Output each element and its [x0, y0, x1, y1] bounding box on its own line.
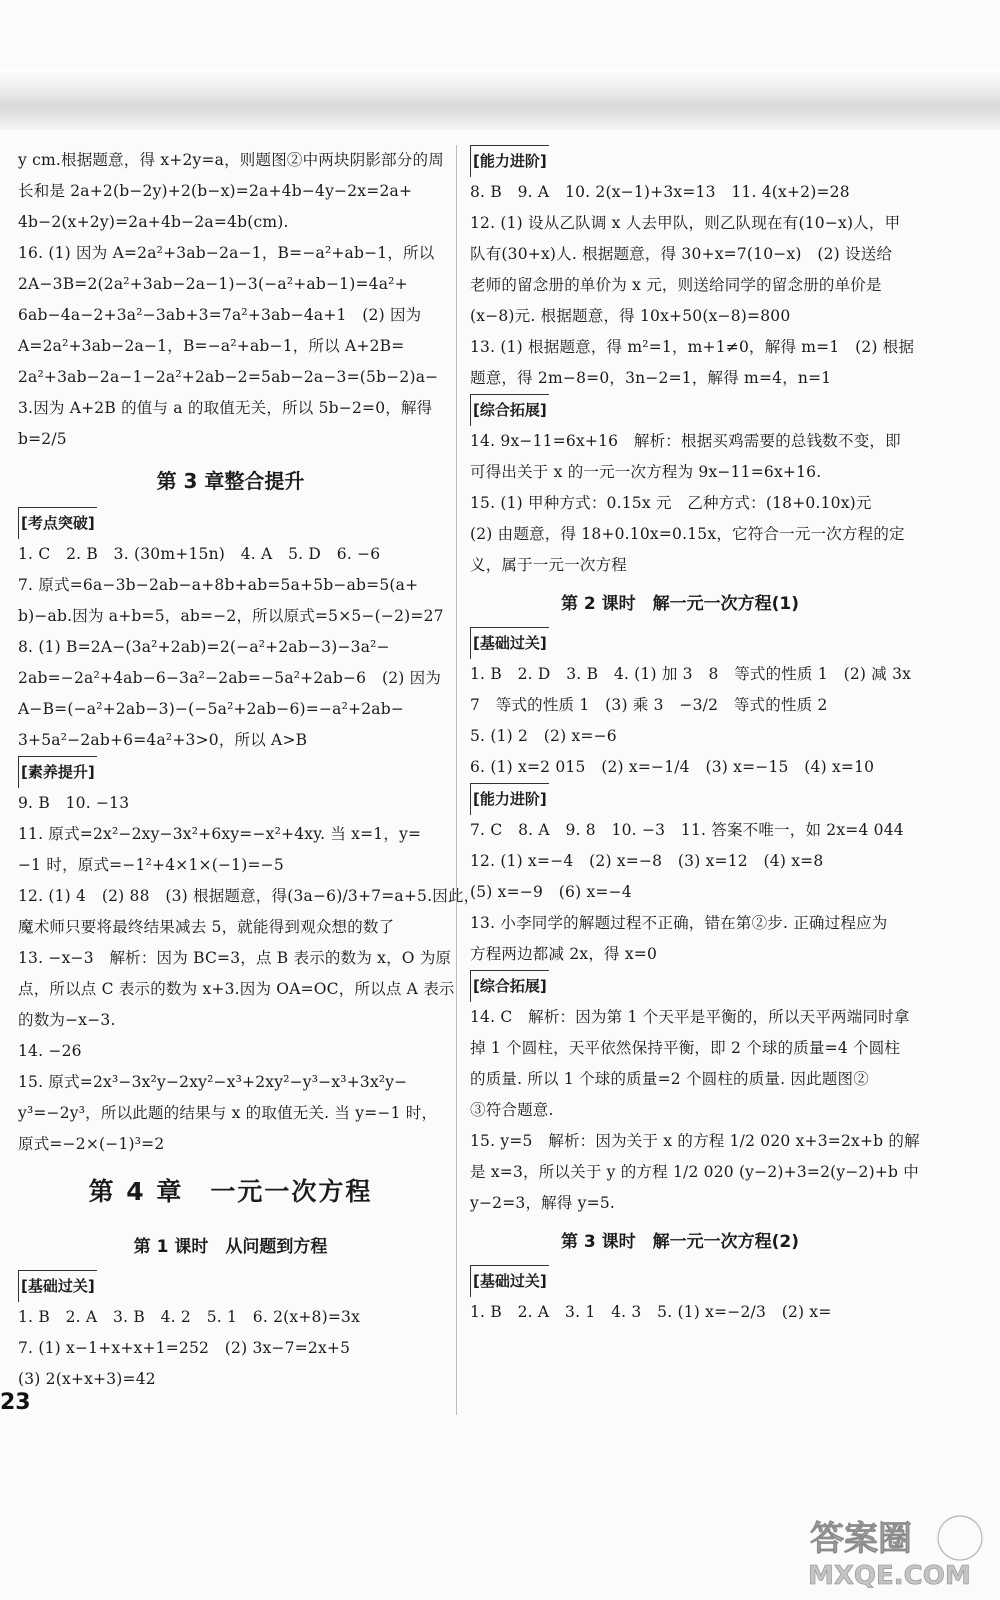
text-line: 2A−3B=2(2a²+3ab−2a−1)−3(−a²+ab−1)=4a²+ — [18, 275, 408, 293]
section-zonghe: [综合拓展] — [470, 970, 549, 1002]
text-line: (5) x=−9 (6) x=−4 — [470, 883, 632, 901]
text-line: 8. B 9. A 10. 2(x−1)+3x=13 11. 4(x+2)=28 — [470, 183, 850, 201]
text-line: 7 等式的性质 1 (3) 乘 3 −3/2 等式的性质 2 — [470, 696, 828, 714]
text-line: y³=−2y³，所以此题的结果与 x 的取值无关. 当 y=−1 时， — [18, 1104, 438, 1122]
text-line: 7. 原式=6a−3b−2ab−a+8b+ab=5a+5b−ab=5(a+ — [18, 576, 419, 594]
text-line: 15. (1) 甲种方式：0.15x 元 乙种方式：(18+0.10x)元 — [470, 494, 872, 512]
text-line: 12. (1) 4 (2) 88 (3) 根据题意，得(3a−6)/3+7=a+5.因此， — [18, 887, 480, 905]
answer-block-jichu3 — [470, 1297, 890, 1328]
answer-block-suyang — [18, 788, 480, 1160]
lesson2-title: 第 2 课时 解一元一次方程(1) — [560, 594, 800, 614]
text-line: y−2=3，解得 y=5. — [470, 1194, 616, 1212]
text-line: (2) 由题意，得 18+0.10x=0.15x，它符合一元一次方程的定 — [470, 525, 905, 543]
answer-block-kaodian — [18, 539, 443, 756]
text-line: 14. 9x−11=6x+16 解析：根据买鸡需要的总钱数不变，即 — [470, 432, 901, 450]
watermark-text-en: MXQE.COM — [808, 1561, 971, 1590]
text-line: (x−8)元. 根据题意，得 10x+50(x−8)=800 — [470, 307, 791, 325]
text-line: ③符合题意. — [470, 1101, 554, 1119]
text-line: 3.因为 A+2B 的值与 a 的取值无关，所以 5b−2=0，解得 — [18, 399, 433, 417]
text-line: −1 时，原式=−1²+4×1×(−1)=−5 — [18, 856, 284, 874]
lesson3-title: 第 3 课时 解一元一次方程(2) — [560, 1232, 800, 1252]
text-line: 掉 1 个圆柱，天平依然保持平衡，即 2 个球的质量=4 个圆柱 — [470, 1039, 901, 1057]
answer-block-zonghe2 — [470, 1002, 920, 1219]
text-line: 15. 原式=2x³−3x²y−2xy²−x³+2xy²−y³−x³+3x²y− — [18, 1073, 408, 1091]
text-line: 1. B 2. D 3. B 4. (1) 加 3 8 等式的性质 1 (2) 减 3x — [470, 665, 912, 683]
text-line: 1. B 2. A 3. 1 4. 3 5. (1) x=−2/3 (2) x= — [470, 1303, 832, 1321]
text-line: 2ab=−2a²+4ab−6−3a²−2ab=−5a²+2ab−6 (2) 因为 — [18, 669, 442, 687]
answer-block-15-16 — [18, 145, 443, 455]
text-line: 队有(30+x)人. 根据题意，得 30+x=7(10−x) (2) 设送给 — [470, 245, 893, 263]
text-line: 魔术师只要将最终结果减去 5，就能得到观众想的数了 — [18, 918, 395, 936]
text-line: b=2/5 — [18, 430, 67, 448]
text-line: 是 x=3，所以关于 y 的方程 1/2 020 (y−2)+3=2(y−2)+b 中 — [470, 1163, 919, 1181]
text-line: 11. 原式=2x²−2xy−3x²+6xy=−x²+4xy. 当 x=1，y= — [18, 825, 422, 843]
text-line: 13. 小李同学的解题过程不正确，错在第②步. 正确过程应为 — [470, 914, 888, 932]
text-line: 13. (1) 根据题意，得 m²=1，m+1≠0，解得 m=1 (2) 根据 — [470, 338, 915, 356]
watermark-logo — [800, 1510, 990, 1590]
section-jichu: [基础过关] — [470, 627, 549, 659]
text-line: 点，所以点 C 表示的数为 x+3.因为 OA=OC，所以点 A 表示 — [18, 980, 455, 998]
text-line: 长和是 2a+2(b−2y)+2(b−x)=2a+4b−4y−2x=2a+ — [18, 182, 413, 200]
text-line: 14. −26 — [18, 1042, 82, 1060]
text-line: 15. y=5 解析：因为关于 x 的方程 1/2 020 x+3=2x+b 的解 — [470, 1132, 920, 1150]
right-column — [470, 145, 920, 1328]
answer-block-lesson1 — [18, 1302, 443, 1395]
section-nengli: [能力进阶] — [470, 783, 549, 815]
text-line: 7. (1) x−1+x+x+1=252 (2) 3x−7=2x+5 — [18, 1339, 351, 1357]
answer-block-nengli2 — [470, 815, 904, 970]
text-line: 14. C 解析：因为第 1 个天平是平衡的，所以天平两端同时拿 — [470, 1008, 910, 1026]
text-line: 题意，得 2m−8=0，3n−2=1，解得 m=4，n=1 — [470, 369, 832, 387]
text-line: A−B=(−a²+2ab−3)−(−5a²+2ab−6)=−a²+2ab− — [18, 700, 405, 718]
text-line: 12. (1) 设从乙队调 x 人去甲队，则乙队现在有(10−x)人，甲 — [470, 214, 901, 232]
text-line: 9. B 10. −13 — [18, 794, 130, 812]
text-line: y cm.根据题意，得 x+2y=a，则题图②中两块阴影部分的周 — [18, 151, 444, 169]
text-line: 13. −x−3 解析：因为 BC=3，点 B 表示的数为 x，O 为原 — [18, 949, 452, 967]
page-number: 23 — [0, 1390, 31, 1415]
text-line: 老师的留念册的单价为 x 元，则送给同学的留念册的单价是 — [470, 276, 882, 294]
answer-block-zonghe1 — [470, 426, 905, 581]
text-line: 4b−2(x+2y)=2a+4b−2a=4b(cm). — [18, 213, 289, 231]
text-line: 义，属于一元一次方程 — [470, 556, 628, 574]
section-nengli: [能力进阶] — [470, 145, 549, 177]
text-line: 1. C 2. B 3. (30m+15n) 4. A 5. D 6. −6 — [18, 545, 381, 563]
text-line: 7. C 8. A 9. 8 10. −3 11. 答案不唯一，如 2x=4 044 — [470, 821, 904, 839]
text-line: 2a²+3ab−2a−1−2a²+2ab−2=5ab−2a−3=(5b−2)a− — [18, 368, 439, 386]
text-line: 12. (1) x=−4 (2) x=−8 (3) x=12 (4) x=8 — [470, 852, 824, 870]
text-line: (3) 2(x+x+3)=42 — [18, 1370, 156, 1388]
text-line: 6. (1) x=2 015 (2) x=−1/4 (3) x=−15 (4) x=10 — [470, 758, 875, 776]
answer-block-jichu2 — [470, 659, 912, 783]
section-suyang: [素养提升] — [18, 756, 97, 788]
text-line: 1. B 2. A 3. B 4. 2 5. 1 6. 2(x+8)=3x — [18, 1308, 361, 1326]
text-line: 方程两边都减 2x，得 x=0 — [470, 945, 658, 963]
left-column — [18, 145, 480, 1395]
scan-shadow-band — [0, 70, 1000, 130]
chapter3-title: 第 3 章整合提升 — [156, 469, 305, 493]
text-line: A=2a²+3ab−2a−1，B=−a²+ab−1，所以 A+2B= — [18, 337, 405, 355]
chapter4-title: 第 4 章 一元一次方程 — [88, 1177, 373, 1206]
watermark-text-cn: 答案圈 — [810, 1519, 912, 1559]
lesson1-title: 第 1 课时 从问题到方程 — [133, 1237, 328, 1257]
text-line: 的数为−x−3. — [18, 1011, 116, 1029]
section-jichu: [基础过关] — [18, 1270, 97, 1302]
text-line: 5. (1) 2 (2) x=−6 — [470, 727, 617, 745]
text-line: b)−ab.因为 a+b=5，ab=−2，所以原式=5×5−(−2)=27 — [18, 607, 444, 625]
section-jichu: [基础过关] — [470, 1265, 549, 1297]
text-line: 16. (1) 因为 A=2a²+3ab−2a−1，B=−a²+ab−1，所以 — [18, 244, 435, 262]
text-line: 的质量. 所以 1 个球的质量=2 个圆柱的质量. 因此题图② — [470, 1070, 869, 1088]
section-zonghe: [综合拓展] — [470, 394, 549, 426]
text-line: 可得出关于 x 的一元一次方程为 9x−11=6x+16. — [470, 463, 822, 481]
text-line: 原式=−2×(−1)³=2 — [18, 1135, 165, 1153]
section-kaodian: [考点突破] — [18, 507, 97, 539]
text-line: 6ab−4a−2+3a²−3ab+3=7a²+3ab−4a+1 (2) 因为 — [18, 306, 422, 324]
answer-block-nengli1 — [470, 177, 915, 394]
text-line: 3+5a²−2ab+6=4a²+3>0，所以 A>B — [18, 731, 308, 749]
text-line: 8. (1) B=2A−(3a²+2ab)=2(−a²+2ab−3)−3a²− — [18, 638, 390, 656]
